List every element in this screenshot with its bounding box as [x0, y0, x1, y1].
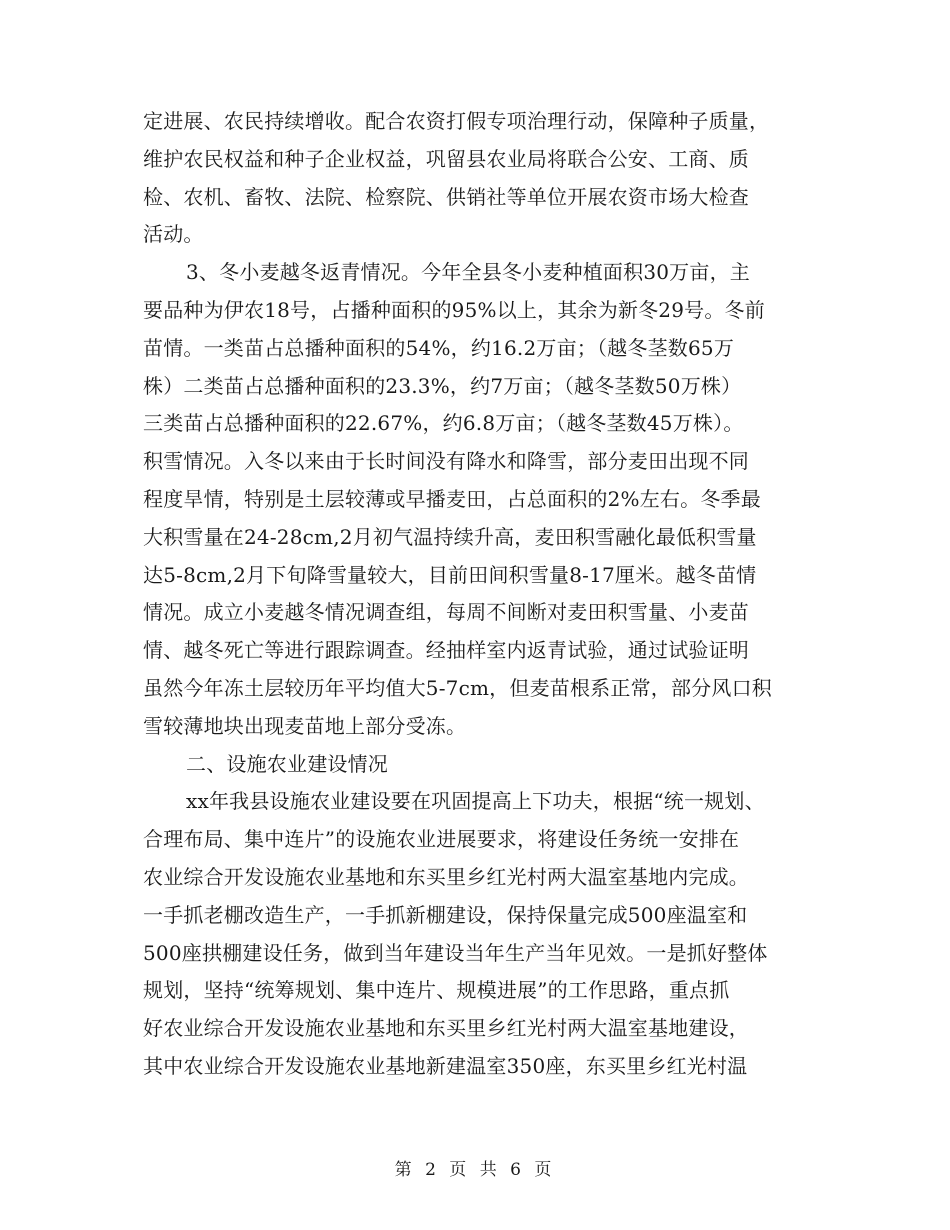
text-line: 株）二类苗占总播种面积的23.3%，约7万亩；（越冬茎数50万株）: [143, 373, 742, 398]
text-line: 合理布局、集中连片”的设施农业进展要求，将建设任务统一安排在: [143, 827, 740, 852]
text-line: 规划，坚持“统筹规划、集中连片、规模进展”的工作思路，重点抓: [143, 978, 730, 1003]
text-line: 雪较薄地块出现麦苗地上部分受冻。: [143, 713, 467, 738]
text-line: 虽然今年冻土层较历年平均值大5-7cm，但麦苗根系正常，部分风口积: [143, 675, 772, 700]
section-heading: 二、设施农业建设情况: [186, 751, 388, 776]
text-line: 500座拱棚建设任务，做到当年建设当年生产当年见效。一是抓好整体: [143, 940, 768, 965]
text-line: 检、农机、畜牧、法院、检察院、供销社等单位开展农资市场大检查: [143, 184, 749, 209]
text-line: 情、越冬死亡等进行跟踪调查。经抽样室内返青试验，通过试验证明: [143, 638, 749, 663]
text-line: 苗情。一类苗占总播种面积的54%，约16.2万亩；（越冬茎数65万: [143, 335, 735, 360]
text-line: 活动。: [143, 222, 204, 247]
paragraph-start-line: xx年我县设施农业建设要在巩固提高上下功夫，根据“统一规划、: [186, 789, 765, 814]
page-number-footer: 第 2 页 共 6 页: [394, 1160, 556, 1180]
text-line: 好农业综合开发设施农业基地和东买里乡红光村两大温室基地建设，: [143, 1016, 749, 1041]
text-line: 积雪情况。入冬以来由于长时间没有降水和降雪，部分麦田出现不同: [143, 449, 749, 474]
text-line: 其中农业综合开发设施农业基地新建温室350座，东买里乡红光村温: [143, 1053, 748, 1078]
text-line: 大积雪量在24-28cm,2月初气温持续升高，麦田积雪融化最低积雪量: [143, 524, 757, 549]
text-line: 定进展、农民持续增收。配合农资打假专项治理行动，保障种子质量，: [143, 109, 770, 133]
paragraph-start-line: 3、冬小麦越冬返青情况。今年全县冬小麦种植面积30万亩，主: [186, 260, 750, 285]
text-line: 程度旱情，特别是土层较薄或早播麦田，占总面积的2%左右。冬季最: [143, 486, 761, 511]
text-line: 一手抓老棚改造生产，一手抓新棚建设，保持保量完成500座温室和: [143, 902, 748, 927]
text-line: 农业综合开发设施农业基地和东买里乡红光村两大温室基地内完成。: [143, 864, 749, 889]
text-line: 维护农民权益和种子企业权益，巩留县农业局将联合公安、工商、质: [143, 146, 749, 171]
text-line: 三类苗占总播种面积的22.67%，约6.8万亩；（越冬茎数45万株）。: [143, 411, 744, 436]
text-line: 要品种为伊农18号，占播种面积的95%以上，其余为新冬29号。冬前: [143, 297, 765, 322]
text-line: 达5-8cm,2月下旬降雪量较大，目前田间积雪量8-17厘米。越冬苗情: [143, 562, 757, 587]
document-body: [143, 103, 823, 1086]
text-line: 情况。成立小麦越冬情况调查组，每周不间断对麦田积雪量、小麦苗: [143, 600, 749, 625]
